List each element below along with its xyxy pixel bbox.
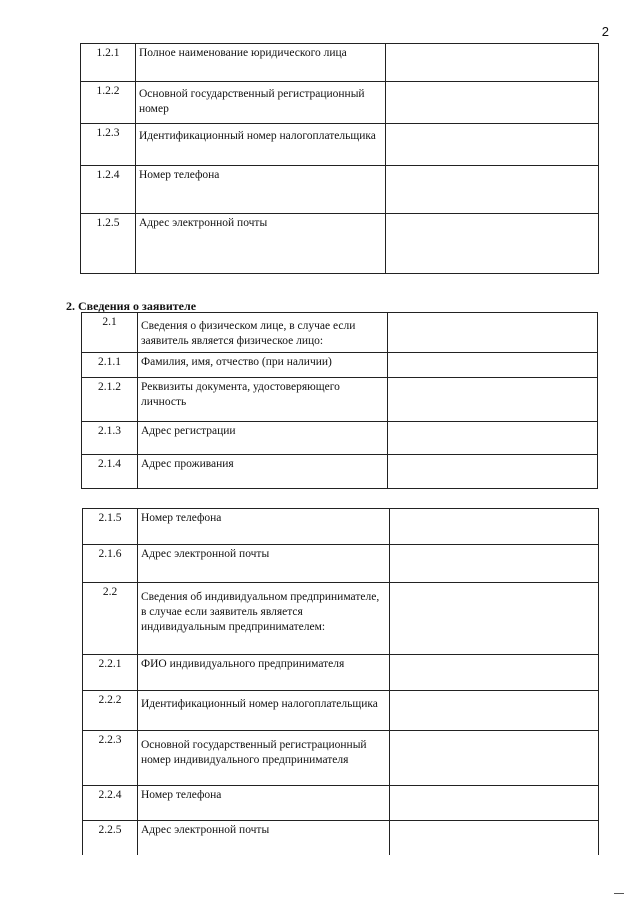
row-label bbox=[136, 124, 386, 166]
page-number: 2 bbox=[601, 24, 609, 39]
value-cell[interactable] bbox=[388, 353, 598, 378]
value-cell[interactable] bbox=[390, 655, 599, 691]
value-cell[interactable] bbox=[386, 214, 599, 274]
table-row bbox=[81, 214, 599, 274]
row-label-text: Основной государственный регистрационный номер индивидуального предпринимателя bbox=[141, 739, 367, 766]
table-row bbox=[83, 786, 599, 821]
value-cell[interactable] bbox=[390, 691, 599, 731]
row-number: 1.2.1 bbox=[81, 44, 136, 82]
row-number: 2.1.5 bbox=[83, 509, 138, 545]
section-heading: 2. Сведения о заявителе bbox=[66, 299, 197, 313]
row-number: 2.1.1 bbox=[82, 353, 138, 378]
table-row bbox=[81, 44, 599, 82]
row-label: Фамилия, имя, отчество (при наличии) bbox=[138, 353, 388, 378]
value-cell[interactable] bbox=[390, 509, 599, 545]
row-label: ФИО индивидуального предпринимателя bbox=[138, 655, 390, 691]
row-number: 1.2.3 bbox=[81, 124, 136, 166]
row-label: Адрес электронной почты bbox=[136, 214, 386, 274]
row-number: 2.1.6 bbox=[83, 545, 138, 583]
value-cell[interactable] bbox=[386, 44, 599, 82]
table-row bbox=[83, 821, 599, 855]
value-cell[interactable] bbox=[388, 455, 598, 489]
table-row bbox=[81, 166, 599, 214]
table-row bbox=[83, 545, 599, 583]
value-cell[interactable] bbox=[390, 821, 599, 855]
table-row bbox=[83, 509, 599, 545]
row-label bbox=[136, 82, 386, 124]
applicant-person-table bbox=[81, 312, 598, 489]
row-number: 1.2.2 bbox=[81, 82, 136, 124]
row-number: 2.1 bbox=[82, 313, 138, 353]
row-number: 2.1.3 bbox=[82, 422, 138, 455]
value-cell[interactable] bbox=[390, 786, 599, 821]
row-label-text: Сведения об индивидуальном предпринимателе, в случае если заявитель является индивидуальным предпринимателем: bbox=[141, 591, 380, 633]
table-row bbox=[81, 82, 599, 124]
table-row bbox=[82, 378, 598, 422]
row-label: Реквизиты документа, удостоверяющего личность bbox=[138, 378, 388, 422]
value-cell[interactable] bbox=[388, 422, 598, 455]
row-label: Адрес электронной почты bbox=[138, 821, 390, 855]
row-label bbox=[138, 313, 388, 353]
applicant-entrepreneur-table bbox=[82, 508, 599, 855]
row-label bbox=[138, 691, 390, 731]
row-number: 2.2.3 bbox=[83, 731, 138, 786]
row-number: 2.2 bbox=[83, 583, 138, 655]
row-label: Номер телефона bbox=[138, 509, 390, 545]
row-number: 2.2.2 bbox=[83, 691, 138, 731]
scan-edge-mark bbox=[614, 893, 624, 894]
row-number: 1.2.5 bbox=[81, 214, 136, 274]
row-label-text: Сведения о физическом лице, в случае если заявитель является физическое лицо: bbox=[141, 320, 356, 347]
row-number: 1.2.4 bbox=[81, 166, 136, 214]
table-row bbox=[83, 731, 599, 786]
row-label: Номер телефона bbox=[136, 166, 386, 214]
table-row bbox=[82, 422, 598, 455]
value-cell[interactable] bbox=[388, 378, 598, 422]
row-label bbox=[138, 731, 390, 786]
row-label: Адрес регистрации bbox=[138, 422, 388, 455]
row-label: Адрес электронной почты bbox=[138, 545, 390, 583]
value-cell[interactable] bbox=[390, 583, 599, 655]
table-row bbox=[82, 353, 598, 378]
table-row bbox=[83, 691, 599, 731]
row-number: 2.2.4 bbox=[83, 786, 138, 821]
value-cell[interactable] bbox=[390, 731, 599, 786]
row-label: Адрес проживания bbox=[138, 455, 388, 489]
value-cell[interactable] bbox=[386, 82, 599, 124]
row-label: Номер телефона bbox=[138, 786, 390, 821]
value-cell[interactable] bbox=[388, 313, 598, 353]
row-number: 2.2.1 bbox=[83, 655, 138, 691]
table-row bbox=[83, 655, 599, 691]
value-cell[interactable] bbox=[386, 124, 599, 166]
value-cell[interactable] bbox=[386, 166, 599, 214]
table-row bbox=[81, 124, 599, 166]
row-number: 2.1.2 bbox=[82, 378, 138, 422]
table-row bbox=[82, 455, 598, 489]
row-label-text: Идентификационный номер налогоплательщика bbox=[141, 698, 378, 710]
table-row bbox=[82, 313, 598, 353]
row-label-text: Основной государственный регистрационный номер bbox=[139, 88, 365, 115]
row-label bbox=[138, 583, 390, 655]
row-label-text: Идентификационный номер налогоплательщика bbox=[139, 130, 376, 142]
row-number: 2.2.5 bbox=[83, 821, 138, 855]
legal-entity-table bbox=[80, 43, 599, 274]
row-number: 2.1.4 bbox=[82, 455, 138, 489]
value-cell[interactable] bbox=[390, 545, 599, 583]
row-label: Полное наименование юридического лица bbox=[136, 44, 386, 82]
table-row bbox=[83, 583, 599, 655]
